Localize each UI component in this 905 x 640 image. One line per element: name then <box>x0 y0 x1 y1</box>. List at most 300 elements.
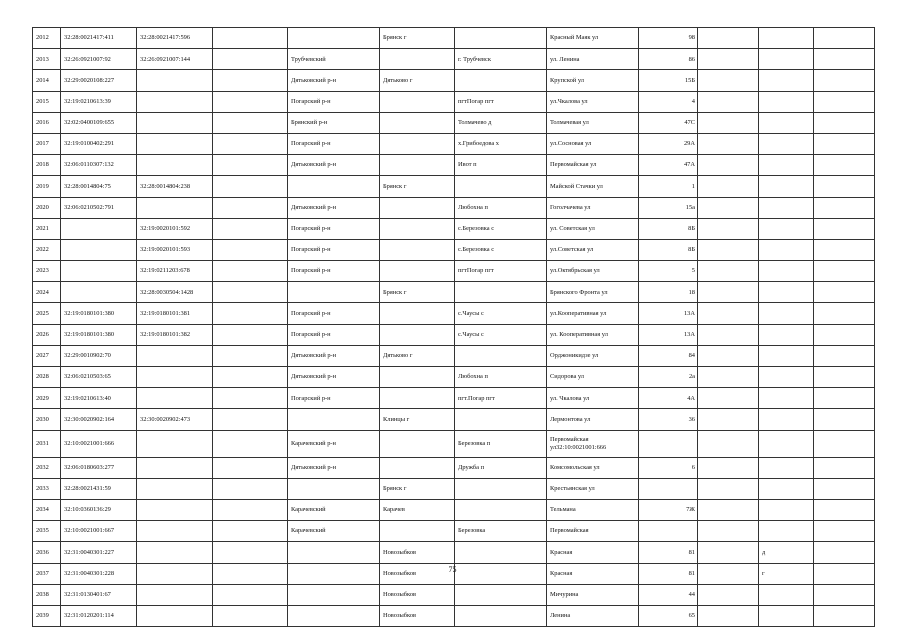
table-row <box>33 345 875 366</box>
cell-row-index: 2034 <box>33 499 61 520</box>
cell-column-10 <box>698 584 759 605</box>
cell-settlement: пгт.Погар пгт <box>455 388 547 409</box>
cell-street: ул.Октябрьская ул <box>547 261 639 282</box>
cell-column-10 <box>698 282 759 303</box>
cell-settlement: Толмачево д <box>455 112 547 133</box>
cell-district: Карачевский р-н <box>288 430 380 457</box>
cell-building-letter <box>759 112 814 133</box>
cell-district: Дятьковский р-н <box>288 367 380 388</box>
cell-house-number: 4 <box>639 91 698 112</box>
cell-settlement <box>455 176 547 197</box>
cell-column-empty <box>213 70 288 91</box>
cell-house-number: 98 <box>639 28 698 49</box>
cell-column-empty <box>213 218 288 239</box>
cell-house-number: 65 <box>639 605 698 626</box>
cell-cadastral-number-1: 32:06:0110307:132 <box>61 155 137 176</box>
cell-cadastral-number-2 <box>137 521 213 542</box>
table-row <box>33 239 875 260</box>
cell-cadastral-number-1: 32:10:0021001:667 <box>61 521 137 542</box>
cell-settlement: х.Грибоедова х <box>455 133 547 154</box>
cell-column-12 <box>814 133 875 154</box>
cell-house-number: 15а <box>639 197 698 218</box>
cell-district <box>288 409 380 430</box>
table-row <box>33 261 875 282</box>
cell-cadastral-number-1: 32:31:0040301:228 <box>61 563 137 584</box>
cell-column-empty <box>213 430 288 457</box>
cell-cadastral-number-2 <box>137 457 213 478</box>
table-row <box>33 197 875 218</box>
cell-building-letter <box>759 324 814 345</box>
cell-column-empty <box>213 584 288 605</box>
cell-city <box>380 521 455 542</box>
table-row <box>33 324 875 345</box>
cell-row-index: 2030 <box>33 409 61 430</box>
cell-column-12 <box>814 499 875 520</box>
cell-cadastral-number-2 <box>137 542 213 563</box>
table-row <box>33 49 875 70</box>
cell-cadastral-number-1 <box>61 261 137 282</box>
cell-street: ул. Ленина <box>547 49 639 70</box>
table-row <box>33 218 875 239</box>
cell-building-letter <box>759 49 814 70</box>
cell-settlement <box>455 409 547 430</box>
cell-cadastral-number-1: 32:30:0020902:164 <box>61 409 137 430</box>
cell-building-letter <box>759 176 814 197</box>
cell-row-index: 2032 <box>33 457 61 478</box>
cell-column-empty <box>213 457 288 478</box>
cell-column-empty <box>213 176 288 197</box>
cell-column-10 <box>698 499 759 520</box>
cell-city: Новозыбков <box>380 584 455 605</box>
cell-district: Дятьковский р-н <box>288 345 380 366</box>
cell-cadastral-number-1: 32:19:0180101:380 <box>61 303 137 324</box>
cell-house-number: 6 <box>639 457 698 478</box>
cell-cadastral-number-1: 32:19:0100402:291 <box>61 133 137 154</box>
cell-district <box>288 176 380 197</box>
cell-street: Красный Маяк ул <box>547 28 639 49</box>
cell-cadastral-number-1: 32:19:0180101:380 <box>61 324 137 345</box>
cell-row-index: 2033 <box>33 478 61 499</box>
cell-column-empty <box>213 388 288 409</box>
table-row <box>33 112 875 133</box>
cell-building-letter <box>759 499 814 520</box>
cell-district: Карачевский <box>288 499 380 520</box>
cell-cadastral-number-2 <box>137 388 213 409</box>
cell-column-12 <box>814 91 875 112</box>
cell-cadastral-number-2 <box>137 499 213 520</box>
cell-district <box>288 605 380 626</box>
cell-column-12 <box>814 49 875 70</box>
cell-city <box>380 91 455 112</box>
cell-row-index: 2031 <box>33 430 61 457</box>
cell-house-number: 29А <box>639 133 698 154</box>
cell-column-10 <box>698 261 759 282</box>
cell-column-12 <box>814 176 875 197</box>
cell-settlement: Березовка п <box>455 430 547 457</box>
cell-row-index: 2014 <box>33 70 61 91</box>
cell-column-empty <box>213 303 288 324</box>
cell-district: Дятьковский р-н <box>288 197 380 218</box>
cell-street: ул. Кооперативная ул <box>547 324 639 345</box>
cell-settlement <box>455 499 547 520</box>
cell-cadastral-number-1: 32:06:0210503:65 <box>61 367 137 388</box>
cell-cadastral-number-1: 32:29:0010902:70 <box>61 345 137 366</box>
cell-city <box>380 197 455 218</box>
cell-column-10 <box>698 28 759 49</box>
cell-column-10 <box>698 457 759 478</box>
cell-city: Новозыбков <box>380 542 455 563</box>
cell-column-12 <box>814 478 875 499</box>
cell-cadastral-number-2 <box>137 197 213 218</box>
cell-cadastral-number-1: 32:28:0014804:75 <box>61 176 137 197</box>
cell-settlement: Любохна п <box>455 367 547 388</box>
cell-column-empty <box>213 133 288 154</box>
cell-row-index: 2016 <box>33 112 61 133</box>
cell-cadastral-number-1: 32:28:0021431:59 <box>61 478 137 499</box>
cell-district: Погарский р-н <box>288 303 380 324</box>
cell-row-index: 2018 <box>33 155 61 176</box>
cell-row-index: 2035 <box>33 521 61 542</box>
cell-house-number: 4А <box>639 388 698 409</box>
cell-column-empty <box>213 499 288 520</box>
cell-cadastral-number-2 <box>137 478 213 499</box>
cell-column-10 <box>698 133 759 154</box>
cell-house-number: 47С <box>639 112 698 133</box>
cell-house-number: 1 <box>639 176 698 197</box>
table-row <box>33 70 875 91</box>
cell-column-12 <box>814 430 875 457</box>
cell-column-empty <box>213 112 288 133</box>
table-row <box>33 409 875 430</box>
cell-street: Первомайская <box>547 521 639 542</box>
cell-street: ул. Чкалова ул <box>547 388 639 409</box>
cell-street: ул.Кооперативная ул <box>547 303 639 324</box>
cell-column-12 <box>814 112 875 133</box>
cell-house-number: 15Б <box>639 70 698 91</box>
cell-cadastral-number-1: 32:06:0210502:791 <box>61 197 137 218</box>
cell-column-empty <box>213 478 288 499</box>
table-row <box>33 282 875 303</box>
cell-cadastral-number-2: 32:19:0211203:678 <box>137 261 213 282</box>
cell-column-empty <box>213 542 288 563</box>
cell-cadastral-number-2: 32:28:0014804:238 <box>137 176 213 197</box>
cell-cadastral-number-1 <box>61 218 137 239</box>
cell-building-letter <box>759 133 814 154</box>
cell-building-letter <box>759 70 814 91</box>
cell-column-12 <box>814 324 875 345</box>
table-row <box>33 584 875 605</box>
cell-column-10 <box>698 542 759 563</box>
cell-cadastral-number-2: 32:30:0020902:473 <box>137 409 213 430</box>
cell-house-number: 13А <box>639 324 698 345</box>
cell-column-12 <box>814 197 875 218</box>
cell-cadastral-number-1: 32:29:0020108:227 <box>61 70 137 91</box>
table-row <box>33 155 875 176</box>
cell-street: Крестьянская ул <box>547 478 639 499</box>
cell-building-letter <box>759 345 814 366</box>
cell-settlement <box>455 584 547 605</box>
cell-column-12 <box>814 605 875 626</box>
cell-column-12 <box>814 409 875 430</box>
cell-settlement: пгтПогар пгт <box>455 91 547 112</box>
cell-city <box>380 388 455 409</box>
cell-column-empty <box>213 521 288 542</box>
cell-building-letter <box>759 409 814 430</box>
cell-house-number: 84 <box>639 345 698 366</box>
cell-column-10 <box>698 218 759 239</box>
cell-column-12 <box>814 261 875 282</box>
cell-house-number: 47А <box>639 155 698 176</box>
cell-cadastral-number-1: 32:26:0921007:92 <box>61 49 137 70</box>
cell-city: Дятьково г <box>380 70 455 91</box>
cell-row-index: 2029 <box>33 388 61 409</box>
cell-house-number: 13А <box>639 303 698 324</box>
cell-settlement: с.Чаусы с <box>455 303 547 324</box>
cell-district <box>288 584 380 605</box>
cell-house-number: 2а <box>639 367 698 388</box>
cell-settlement <box>455 282 547 303</box>
cell-city <box>380 112 455 133</box>
cell-street: Крупской ул <box>547 70 639 91</box>
cell-cadastral-number-1: 32:31:0040301:227 <box>61 542 137 563</box>
table-row <box>33 28 875 49</box>
cell-street: Ленина <box>547 605 639 626</box>
cell-city <box>380 457 455 478</box>
cell-settlement: пгтПогар пгт <box>455 261 547 282</box>
cell-building-letter <box>759 239 814 260</box>
table-row <box>33 478 875 499</box>
cell-cadastral-number-2 <box>137 345 213 366</box>
table-row <box>33 521 875 542</box>
cell-column-10 <box>698 49 759 70</box>
cell-cadastral-number-2 <box>137 112 213 133</box>
cell-city <box>380 303 455 324</box>
cell-district: Погарский р-н <box>288 133 380 154</box>
cell-street: ул. Советская ул <box>547 218 639 239</box>
cell-column-10 <box>698 388 759 409</box>
cell-district: Погарский р-н <box>288 218 380 239</box>
cell-street: Гоголчачева ул <box>547 197 639 218</box>
cell-cadastral-number-2: 32:28:0021417:596 <box>137 28 213 49</box>
cell-cadastral-number-1: 32:10:0360136:29 <box>61 499 137 520</box>
cell-column-10 <box>698 176 759 197</box>
cell-row-index: 2012 <box>33 28 61 49</box>
cell-street: Орджоникидзе ул <box>547 345 639 366</box>
page-number: 75 <box>448 565 457 574</box>
cell-column-12 <box>814 367 875 388</box>
table-row <box>33 499 875 520</box>
cell-cadastral-number-2: 32:19:0020101:592 <box>137 218 213 239</box>
cell-street: Красная <box>547 563 639 584</box>
cell-cadastral-number-2 <box>137 584 213 605</box>
cell-cadastral-number-2: 32:26:0921007:144 <box>137 49 213 70</box>
cell-column-empty <box>213 345 288 366</box>
cell-row-index: 2027 <box>33 345 61 366</box>
cell-column-12 <box>814 345 875 366</box>
cell-city <box>380 261 455 282</box>
cell-house-number: 81 <box>639 563 698 584</box>
cell-city: Брянск г <box>380 282 455 303</box>
cell-column-empty <box>213 91 288 112</box>
cell-column-12 <box>814 457 875 478</box>
cell-column-empty <box>213 409 288 430</box>
cell-district <box>288 28 380 49</box>
cell-column-12 <box>814 155 875 176</box>
cell-column-empty <box>213 261 288 282</box>
cell-building-letter <box>759 303 814 324</box>
cell-settlement <box>455 478 547 499</box>
cell-district: Погарский р-н <box>288 91 380 112</box>
table-row <box>33 542 875 563</box>
cell-column-12 <box>814 70 875 91</box>
cell-column-10 <box>698 91 759 112</box>
cell-street: Брянского Фронта ул <box>547 282 639 303</box>
cell-row-index: 2036 <box>33 542 61 563</box>
table-row <box>33 91 875 112</box>
cell-column-10 <box>698 303 759 324</box>
cell-building-letter <box>759 282 814 303</box>
cell-street: Комсомольская ул <box>547 457 639 478</box>
cell-district: Трубчевский <box>288 49 380 70</box>
cell-row-index: 2017 <box>33 133 61 154</box>
cell-district <box>288 478 380 499</box>
cell-row-index: 2039 <box>33 605 61 626</box>
cell-house-number: 81 <box>639 542 698 563</box>
cell-district <box>288 542 380 563</box>
cell-building-letter <box>759 367 814 388</box>
cell-cadastral-number-1: 32:28:0021417:411 <box>61 28 137 49</box>
cell-house-number: 8Б <box>639 239 698 260</box>
cell-settlement <box>455 70 547 91</box>
cell-column-empty <box>213 197 288 218</box>
cell-column-12 <box>814 388 875 409</box>
cell-row-index: 2024 <box>33 282 61 303</box>
cell-settlement: Березовка <box>455 521 547 542</box>
cell-building-letter <box>759 197 814 218</box>
cell-column-empty <box>213 49 288 70</box>
cell-street: ул.Советская ул <box>547 239 639 260</box>
cell-column-empty <box>213 28 288 49</box>
cell-city <box>380 430 455 457</box>
cell-street: Первомайская ул32:10:0021001:666 <box>547 430 639 457</box>
cell-street: Мичурина <box>547 584 639 605</box>
cell-cadastral-number-1 <box>61 239 137 260</box>
cell-building-letter <box>759 155 814 176</box>
cell-column-empty <box>213 239 288 260</box>
cell-house-number: 18 <box>639 282 698 303</box>
cell-row-index: 2023 <box>33 261 61 282</box>
cell-cadastral-number-2 <box>137 133 213 154</box>
cell-cadastral-number-1: 32:06:0180603:277 <box>61 457 137 478</box>
cell-district: Погарский р-н <box>288 324 380 345</box>
cell-district: Погарский р-н <box>288 388 380 409</box>
cell-column-10 <box>698 112 759 133</box>
cell-column-10 <box>698 430 759 457</box>
cell-building-letter <box>759 584 814 605</box>
cell-district: Дятьковский р-н <box>288 457 380 478</box>
cell-house-number: 8Б <box>639 218 698 239</box>
table-row <box>33 303 875 324</box>
cell-city: Клинцы г <box>380 409 455 430</box>
cell-row-index: 2038 <box>33 584 61 605</box>
cell-column-10 <box>698 345 759 366</box>
cell-building-letter <box>759 478 814 499</box>
cell-city <box>380 367 455 388</box>
cell-cadastral-number-2: 32:19:0180101:381 <box>137 303 213 324</box>
table-row <box>33 457 875 478</box>
cell-house-number: 44 <box>639 584 698 605</box>
cell-building-letter <box>759 28 814 49</box>
cell-cadastral-number-2: 32:19:0020101:593 <box>137 239 213 260</box>
table-row <box>33 430 875 457</box>
cell-city: Брянск г <box>380 28 455 49</box>
table-row <box>33 367 875 388</box>
cell-city: Дятьково г <box>380 345 455 366</box>
cell-city <box>380 324 455 345</box>
cell-city: Новозыбков <box>380 563 455 584</box>
cell-house-number: 86 <box>639 49 698 70</box>
cell-building-letter <box>759 388 814 409</box>
cell-street: Толмачевая ул <box>547 112 639 133</box>
cell-city <box>380 49 455 70</box>
cell-house-number <box>639 430 698 457</box>
cell-row-index: 2021 <box>33 218 61 239</box>
cell-cadastral-number-1: 32:02:0400109:655 <box>61 112 137 133</box>
cell-building-letter <box>759 457 814 478</box>
cell-settlement: Ивот п <box>455 155 547 176</box>
cell-settlement <box>455 605 547 626</box>
cell-building-letter: г <box>759 563 814 584</box>
cell-house-number <box>639 521 698 542</box>
cell-building-letter <box>759 521 814 542</box>
cell-cadastral-number-1: 32:19:0210613:39 <box>61 91 137 112</box>
cell-column-10 <box>698 521 759 542</box>
cell-column-12 <box>814 542 875 563</box>
cell-cadastral-number-2 <box>137 430 213 457</box>
cell-building-letter <box>759 218 814 239</box>
cell-row-index: 2019 <box>33 176 61 197</box>
cell-city: Карачев <box>380 499 455 520</box>
cell-street: Сидорова ул <box>547 367 639 388</box>
cell-settlement: с.Чаусы с <box>455 324 547 345</box>
cell-building-letter: д <box>759 542 814 563</box>
cell-cadastral-number-2 <box>137 605 213 626</box>
cell-district: Брянский р-н <box>288 112 380 133</box>
cell-column-10 <box>698 239 759 260</box>
table-row <box>33 605 875 626</box>
table-row <box>33 176 875 197</box>
address-register-table <box>32 27 875 627</box>
cell-row-index: 2028 <box>33 367 61 388</box>
cell-building-letter <box>759 430 814 457</box>
table-body <box>33 28 875 627</box>
cell-column-12 <box>814 303 875 324</box>
cell-cadastral-number-2 <box>137 155 213 176</box>
cell-column-10 <box>698 70 759 91</box>
cell-cadastral-number-2 <box>137 367 213 388</box>
cell-street: Первомайская ул <box>547 155 639 176</box>
cell-cadastral-number-2: 32:19:0180101:382 <box>137 324 213 345</box>
cell-house-number <box>639 478 698 499</box>
cell-settlement <box>455 28 547 49</box>
cell-column-10 <box>698 605 759 626</box>
cell-column-10 <box>698 155 759 176</box>
cell-column-12 <box>814 282 875 303</box>
cell-column-empty <box>213 282 288 303</box>
cell-row-index: 2020 <box>33 197 61 218</box>
cell-city: Новозыбков <box>380 605 455 626</box>
cell-city <box>380 239 455 260</box>
